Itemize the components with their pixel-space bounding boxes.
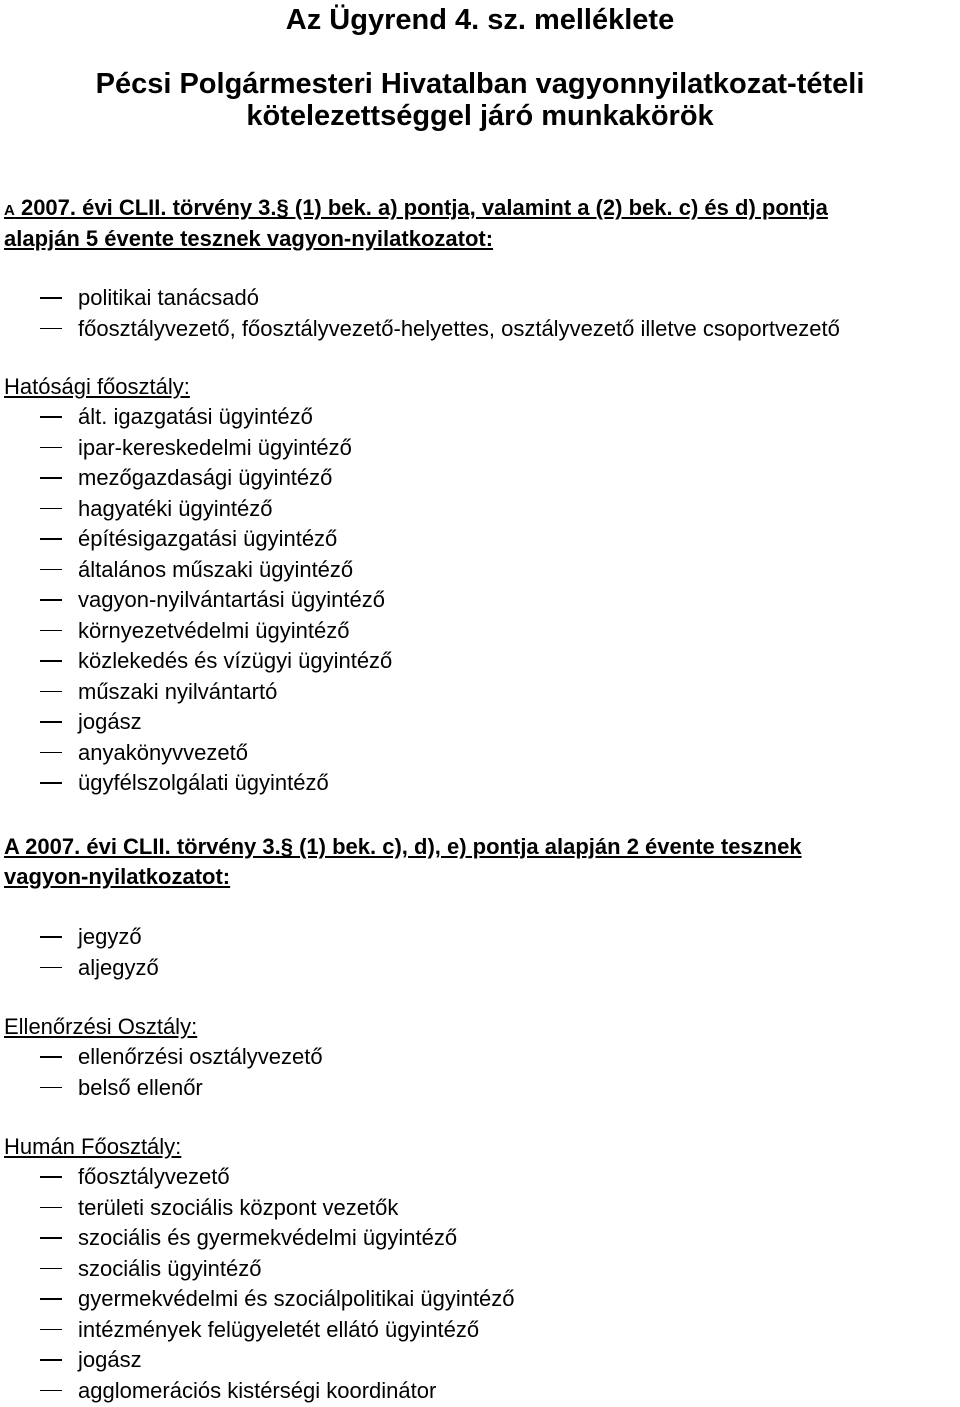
dash-bullet-icon	[40, 936, 62, 938]
dash-bullet-icon	[40, 599, 62, 601]
dash-bullet-icon	[40, 752, 62, 754]
section2-intro-line-2-text: vagyon-nyilatkozatot:	[4, 864, 231, 889]
dash-bullet-icon	[40, 508, 62, 510]
dash-bullet-icon	[40, 416, 62, 418]
dash-bullet-icon	[40, 782, 62, 784]
hatosagi-heading: Hatósági főosztály:	[4, 374, 190, 399]
human-heading: Humán Főosztály:	[4, 1134, 182, 1159]
ellenorzesi-heading: Ellenőrzési Osztály:	[4, 1014, 198, 1039]
dash-bullet-icon	[40, 1390, 62, 1392]
dash-bullet-icon	[40, 1329, 62, 1331]
section2-intro-line-2	[4, 862, 230, 892]
dash-bullet-icon	[40, 1268, 62, 1270]
section1-intro-line-1	[4, 193, 828, 226]
document-subtitle-line-1: Pécsi Polgármesteri Hivatalban vagyonnyilatkozat-tételi	[95, 68, 865, 100]
dash-bullet-icon	[40, 691, 62, 693]
dash-bullet-icon	[40, 297, 62, 299]
dash-bullet-icon	[40, 967, 62, 969]
dash-bullet-icon	[40, 569, 62, 571]
dash-bullet-icon	[40, 1359, 62, 1361]
dash-bullet-icon	[40, 447, 62, 449]
dash-bullet-icon	[40, 630, 62, 632]
dash-bullet-icon	[40, 1207, 62, 1209]
document-subtitle-line-2: kötelezettséggel járó munkakörök	[246, 100, 714, 132]
section2-intro-line-1	[4, 832, 802, 862]
dash-bullet-icon	[40, 1056, 62, 1058]
section1-intro-small-a: A	[4, 202, 15, 219]
document-title: Az Ügyrend 4. sz. melléklete	[285, 4, 675, 36]
dash-bullet-icon	[40, 721, 62, 723]
section1-intro-line-2-text: alapján 5 évente tesznek vagyon-nyilatkozatot:	[4, 226, 494, 251]
dash-bullet-icon	[40, 660, 62, 662]
dash-bullet-icon	[40, 477, 62, 479]
dash-bullet-icon	[40, 328, 62, 330]
dash-bullet-icon	[40, 538, 62, 540]
section1-intro-line-1-text: 2007. évi CLII. törvény 3.§ (1) bek. a) pontja, valamint a (2) bek. c) és d) pontja	[14, 195, 828, 220]
dash-bullet-icon	[40, 1298, 62, 1300]
dash-bullet-icon	[40, 1176, 62, 1178]
dash-bullet-icon	[40, 1237, 62, 1239]
dash-bullet-icon	[40, 1087, 62, 1089]
section2-intro-line-1-text: A 2007. évi CLII. törvény 3.§ (1) bek. c), d), e) pontja alapján 2 évente tesznek	[4, 834, 802, 859]
section1-intro-line-2	[4, 224, 493, 254]
